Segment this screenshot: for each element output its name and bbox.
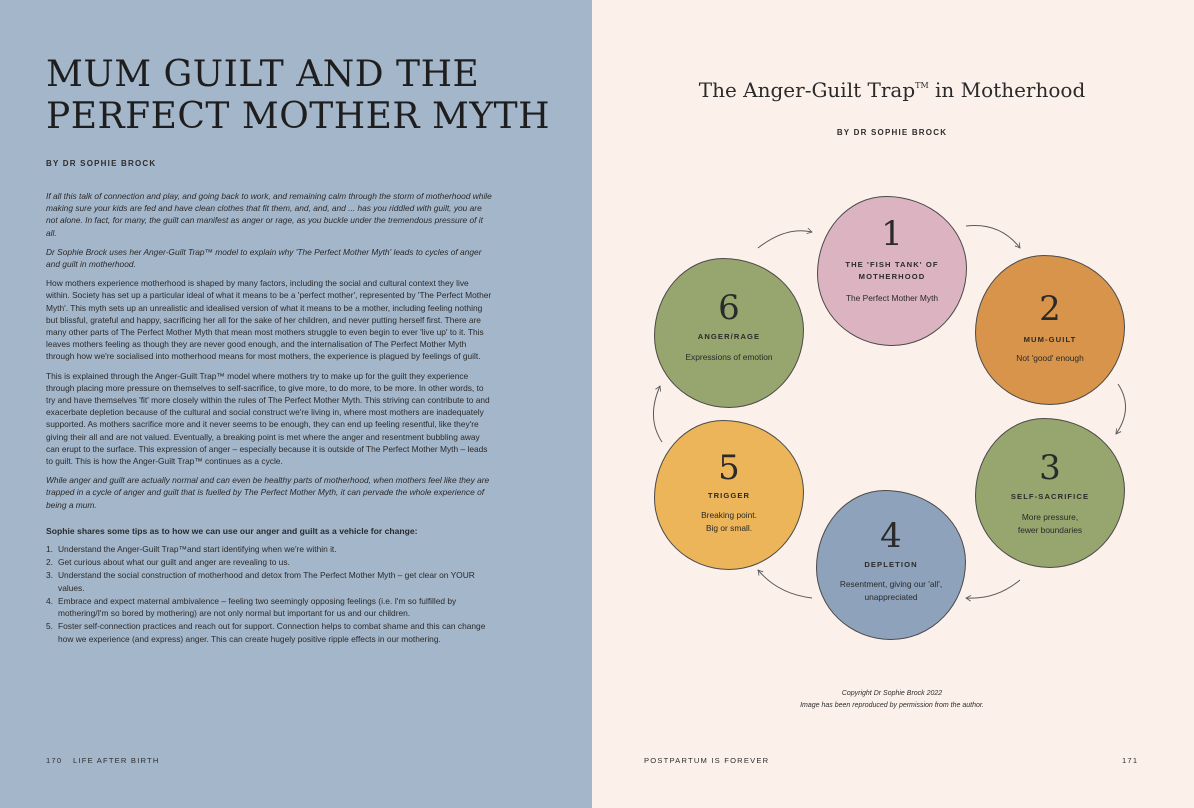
stage-number: 5 [718, 448, 740, 488]
stage-description: Not 'good' enough [1016, 353, 1084, 363]
tip-text: Understand the Anger-Guilt Trap™and start identifying when we're within it. [58, 544, 337, 555]
tip-text: Get curious about what our guilt and anger are revealing to us. [58, 557, 290, 568]
diagram-title-suffix: in Motherhood [928, 78, 1086, 102]
stage-description: More pressure, fewer boundaries [1017, 512, 1083, 535]
stage-number: 2 [1039, 289, 1061, 329]
arrow-6-to-1 [758, 231, 812, 248]
stage-name: THE 'FISH TANK' OF MOTHERHOOD [845, 260, 939, 281]
tip-number: 2. [46, 557, 53, 568]
copyright-line: Copyright Dr Sophie Brock 2022 [841, 690, 943, 697]
body-paragraph: While anger and guilt are actually normal and can even be healthy parts of motherhood, when mothers feel like they are trapped in a cycle of anger and guilt that is fuelled by The Perfect Mother Myth, it can pervade the whole experience of being a mum. [46, 475, 490, 510]
intro-paragraph: If all this talk of connection and play, and going back to work, and remaining calm through the storm of motherhood while making sure your kids are fed and have clean clothes that fit them, and, and, and ... has you riddled with guilt, you are not alone. In fact, for many, the guilt can manifest as anger or rage, as you buckle under the tremendous pressure of it all. [46, 191, 492, 238]
tip-number: 1. [46, 544, 53, 555]
stage-name: DEPLETION [864, 560, 918, 569]
stage-5-circle [654, 420, 804, 570]
stage-6-circle [654, 258, 804, 408]
tip-number: 5. [46, 621, 53, 632]
tip-text: Understand the social construction of motherhood and detox from The Perfect Mother Myth – get clear on YOUR values. [58, 570, 475, 593]
stage-3-circle [975, 418, 1125, 568]
body-paragraph: How mothers experience motherhood is shaped by many factors, including the social and cultural context they live within. Society has set up a particular ideal of what it means to be a 'perfect mother', represented by 'The Perfect Mother Myth'. This myth sets up an unrealistic and idealised version of what it means to be a mother, including feeling nothing but blissful, grateful and happy, sacrificing her all for the sake of her children, and never putting herself first. There are many other parts of The Perfect Mother Myth that mean most mothers struggle to even begin to ever 'live up' to it. This leaves mothers feeling as though they are never good enough, and the internalisation of The Perfect Mother Myth through how we're socialised into motherhood means for most mothers, the experience is plagued by feelings of guilt. [46, 278, 492, 362]
article-body [46, 190, 494, 646]
permission-line: Image has been reproduced by permission from the author. [800, 702, 984, 709]
diagram-title [592, 78, 1192, 102]
stage-number: 1 [881, 214, 903, 254]
copyright-note [592, 688, 1192, 712]
right-page [592, 0, 1194, 808]
intro-paragraph: Dr Sophie Brock uses her Anger-Guilt Trap™ model to explain why 'The Perfect Mother Myth' leads to cycles of anger and guilt in motherhood. [46, 246, 482, 270]
stage-2-circle [975, 255, 1125, 405]
arrow-2-to-3 [1116, 384, 1126, 434]
stage-number: 4 [880, 516, 902, 556]
arrow-1-to-2 [966, 225, 1020, 248]
tip-item [46, 543, 494, 555]
tip-item [46, 569, 494, 593]
stage-name: MUM-GUILT [1023, 335, 1077, 344]
stage-description: Breaking point. Big or small. [701, 510, 757, 533]
stage-description: Resentment, giving our 'all', unappreciated [839, 579, 943, 602]
tip-item [46, 620, 494, 644]
tips-list [46, 543, 494, 645]
arrow-3-to-4 [966, 580, 1020, 598]
trademark-mark: TM [915, 81, 929, 90]
body-paragraph: This is explained through the Anger-Guilt Trap™ model where mothers try to make up for the guilt they experience through placing more pressure on themselves to self-sacrifice, to give more, to do more, to be more. In other words, to try and have themselves 'fit' more closely within the rules of The Perfect Mother Myth. This striving can contribute to and exacerbate depletion because of the cultural and social construct we're living in, where most mothers are inadequately supported. As mothers sacrifice more and it never seems to be enough, they can end up feeling resentful, like they're giving their all and are not valued. Eventually, a breaking point is met where the anger and resentment bubbling away can erupt to the surface. This expression of anger – especially because it is outside of The Perfect Mother Myth – leads to guilt. This is how the Anger-Guilt Trap™ continues as a cycle. [46, 370, 490, 467]
stage-4-circle [816, 490, 966, 640]
stage-description: Expressions of emotion [685, 352, 773, 362]
running-head-left: LIFE AFTER BIRTH [73, 756, 160, 765]
left-page [0, 0, 592, 808]
stage-description: The Perfect Mother Myth [845, 293, 939, 303]
tip-text: Foster self-connection practices and reach out for support. Connection helps to combat shame and this can change how we experience (and express) anger. This can create hugely positive ripple effects in our mothering. [58, 621, 486, 644]
diagram-byline: BY DR SOPHIE BROCK [836, 128, 948, 137]
article-title: MUM GUILT AND THE PERFECT MOTHER MYTH [46, 54, 551, 137]
article-byline: BY DR SOPHIE BROCK [46, 159, 157, 168]
stage-name: ANGER/RAGE [697, 332, 761, 341]
stage-name: TRIGGER [707, 491, 751, 500]
page-number-right: 171 [1122, 756, 1139, 765]
tip-item [46, 556, 494, 568]
running-head-right: POSTPARTUM IS FOREVER [644, 756, 770, 765]
diagram-title-main: The Anger-Guilt Trap [698, 78, 916, 102]
tip-number: 3. [46, 570, 53, 581]
stage-number: 6 [718, 288, 740, 328]
tip-item [46, 595, 494, 619]
tips-heading: Sophie shares some tips as to how we can use our anger and guilt as a vehicle for change: [46, 525, 418, 536]
tip-text: Embrace and expect maternal ambivalence – feeling two seemingly opposing feelings (i.e. I'm so fulfilled by mothering/I'm so bored by mothering) are not only normal but important for us and our children. [58, 595, 457, 619]
arrow-5-to-6 [653, 386, 662, 442]
tip-number: 4. [46, 595, 53, 606]
cycle-arrows [592, 0, 1194, 808]
stage-name: SELF-SACRIFICE [1010, 492, 1090, 501]
arrow-4-to-5 [758, 570, 812, 598]
stage-number: 3 [1039, 448, 1061, 488]
page-number-left: 170 [46, 756, 63, 765]
stage-1-circle [817, 196, 967, 346]
